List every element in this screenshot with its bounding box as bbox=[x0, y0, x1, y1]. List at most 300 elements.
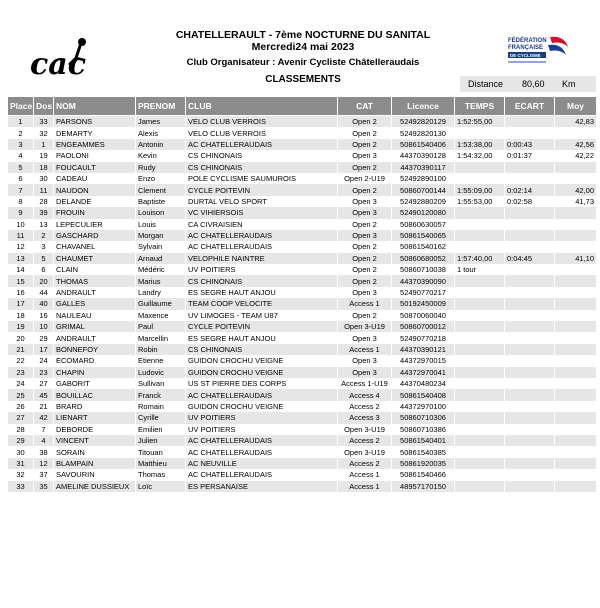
cell-club: ES SEGRE HAUT ANJOU bbox=[186, 287, 338, 298]
cell-prenom: James bbox=[136, 116, 186, 128]
cell-temps bbox=[455, 435, 505, 446]
cell-dos: 24 bbox=[34, 355, 54, 366]
cell-cat: Access 1 bbox=[338, 469, 392, 480]
cell-prenom: Maxence bbox=[136, 310, 186, 321]
cell-nom: PARSONS bbox=[54, 116, 136, 128]
event-date: Mercredi24 mai 2023 bbox=[251, 41, 355, 53]
cell-place: 16 bbox=[8, 287, 34, 298]
cell-dos: 10 bbox=[34, 321, 54, 332]
cell-place: 33 bbox=[8, 481, 34, 492]
cell-place: 17 bbox=[8, 298, 34, 309]
table-row bbox=[8, 196, 597, 207]
cell-moy bbox=[555, 344, 597, 355]
cell-nom: THOMAS bbox=[54, 275, 136, 286]
cell-dos: 18 bbox=[34, 162, 54, 173]
cell-dos: 2 bbox=[34, 230, 54, 241]
cell-moy bbox=[555, 389, 597, 400]
cell-moy bbox=[555, 230, 597, 241]
cell-temps bbox=[455, 241, 505, 252]
cell-cat: Open 2 bbox=[338, 184, 392, 195]
cell-prenom: Thomas bbox=[136, 469, 186, 480]
cell-cat: Access 2 bbox=[338, 435, 392, 446]
cell-temps bbox=[455, 344, 505, 355]
cell-cat: Open 2 bbox=[338, 219, 392, 230]
cell-ecart bbox=[505, 127, 555, 138]
cell-dos: 3 bbox=[34, 241, 54, 252]
cell-nom: CADEAU bbox=[54, 173, 136, 184]
cell-nom: PAOLONI bbox=[54, 150, 136, 161]
cell-licence: 48957170150 bbox=[392, 481, 455, 492]
cell-prenom: Robin bbox=[136, 344, 186, 355]
cell-nom: VINCENT bbox=[54, 435, 136, 446]
distance-value: 80,60 bbox=[522, 79, 545, 89]
cell-moy bbox=[555, 355, 597, 366]
cell-club: UV LIMOGES - TEAM U87 bbox=[186, 310, 338, 321]
cell-dos: 27 bbox=[34, 378, 54, 389]
table-row bbox=[8, 150, 597, 161]
cell-club: POLE CYCLISME SAUMUROIS bbox=[186, 173, 338, 184]
cell-club: CYCLE POITEVIN bbox=[186, 184, 338, 195]
cell-licence: 52492820129 bbox=[392, 116, 455, 128]
table-row bbox=[8, 264, 597, 275]
cell-prenom: Paul bbox=[136, 321, 186, 332]
cell-dos: 37 bbox=[34, 469, 54, 480]
cell-ecart bbox=[505, 162, 555, 173]
cell-temps bbox=[455, 162, 505, 173]
table-row bbox=[8, 424, 597, 435]
cell-licence: 52490120080 bbox=[392, 207, 455, 218]
cell-licence: 44370390121 bbox=[392, 344, 455, 355]
cell-moy bbox=[555, 401, 597, 412]
cell-cat: Access 1 bbox=[338, 481, 392, 492]
club-logo bbox=[26, 34, 106, 80]
cell-place: 19 bbox=[8, 321, 34, 332]
cell-temps bbox=[455, 378, 505, 389]
cell-moy bbox=[555, 469, 597, 480]
cell-moy bbox=[555, 367, 597, 378]
cell-ecart bbox=[505, 481, 555, 492]
cell-cat: Open 3-U19 bbox=[338, 321, 392, 332]
cell-licence: 50861920035 bbox=[392, 458, 455, 469]
table-row bbox=[8, 184, 597, 195]
cell-licence: 44370390090 bbox=[392, 275, 455, 286]
cell-club: VELOPHILE NAINTRE bbox=[186, 253, 338, 264]
cell-nom: CHAVANEL bbox=[54, 241, 136, 252]
results-table bbox=[7, 96, 597, 492]
cell-cat: Access 1 bbox=[338, 298, 392, 309]
cell-temps bbox=[455, 412, 505, 423]
cell-ecart bbox=[505, 424, 555, 435]
event-title: CHATELLERAULT - 7ème NOCTURNE DU SANITAL bbox=[175, 29, 431, 41]
cell-nom: SORAIN bbox=[54, 446, 136, 457]
ffc-logo bbox=[506, 33, 572, 67]
cell-prenom: Guillaume bbox=[136, 298, 186, 309]
cell-moy bbox=[555, 287, 597, 298]
table-row bbox=[8, 344, 597, 355]
cell-licence: 44372970041 bbox=[392, 367, 455, 378]
cell-nom: LIENART bbox=[54, 412, 136, 423]
table-row bbox=[8, 219, 597, 230]
cell-dos: 1 bbox=[34, 139, 54, 150]
cell-nom: FROUIN bbox=[54, 207, 136, 218]
cell-club: AC CHATELLERAUDAIS bbox=[186, 446, 338, 457]
cell-licence: 44370390117 bbox=[392, 162, 455, 173]
cell-cat: Open 3 bbox=[338, 230, 392, 241]
cell-licence: 44370390128 bbox=[392, 150, 455, 161]
cell-moy bbox=[555, 424, 597, 435]
cell-club: ES SEGRE HAUT ANJOU bbox=[186, 332, 338, 343]
col-licence: Licence bbox=[392, 97, 455, 116]
cell-ecart bbox=[505, 332, 555, 343]
section-title: CLASSEMENTS bbox=[265, 74, 341, 85]
cell-prenom: Morgan bbox=[136, 230, 186, 241]
cell-club: AC CHATELLERAUDAIS bbox=[186, 435, 338, 446]
col-nom: NOM bbox=[54, 97, 136, 116]
cell-place: 10 bbox=[8, 219, 34, 230]
cell-temps: 1:57:40,00 bbox=[455, 253, 505, 264]
cell-cat: Access 1-U19 bbox=[338, 378, 392, 389]
cell-dos: 20 bbox=[34, 275, 54, 286]
col-club: CLUB bbox=[186, 97, 338, 116]
cell-prenom: Sylvain bbox=[136, 241, 186, 252]
cell-prenom: Baptiste bbox=[136, 196, 186, 207]
cell-ecart bbox=[505, 401, 555, 412]
cell-moy: 42,83 bbox=[555, 116, 597, 128]
table-row bbox=[8, 378, 597, 389]
cell-dos: 35 bbox=[34, 481, 54, 492]
cell-cat: Open 2-U19 bbox=[338, 173, 392, 184]
cell-dos: 4 bbox=[34, 435, 54, 446]
cell-nom: GRIMAL bbox=[54, 321, 136, 332]
cell-moy bbox=[555, 241, 597, 252]
cell-club: VC VIHIERSOIS bbox=[186, 207, 338, 218]
cell-temps bbox=[455, 355, 505, 366]
cell-ecart: 0:01:37 bbox=[505, 150, 555, 161]
cell-club: AC CHATELLERAUDAIS bbox=[186, 241, 338, 252]
table-row bbox=[8, 458, 597, 469]
cell-club: UV POITIERS bbox=[186, 424, 338, 435]
organizer-text: Club Organisateur : Avenir Cycliste Châtelleraudais bbox=[186, 57, 420, 68]
cell-ecart: 0:04:45 bbox=[505, 253, 555, 264]
table-row bbox=[8, 446, 597, 457]
cell-prenom: Kevin bbox=[136, 150, 186, 161]
table-row bbox=[8, 207, 597, 218]
cell-prenom: Loïc bbox=[136, 481, 186, 492]
cell-cat: Open 2 bbox=[338, 241, 392, 252]
distance-label: Distance bbox=[468, 79, 504, 89]
cell-dos: 11 bbox=[34, 184, 54, 195]
cell-dos: 30 bbox=[34, 173, 54, 184]
cell-licence: 50870060040 bbox=[392, 310, 455, 321]
cell-club: AC CHATELLERAUDAIS bbox=[186, 469, 338, 480]
cell-dos: 7 bbox=[34, 424, 54, 435]
logo-lettering: cac bbox=[30, 47, 86, 80]
cell-licence: 52490770217 bbox=[392, 287, 455, 298]
cell-place: 23 bbox=[8, 367, 34, 378]
cell-prenom: Marcellin bbox=[136, 332, 186, 343]
cell-dos: 13 bbox=[34, 219, 54, 230]
cell-club: TEAM COOP VELOCITE bbox=[186, 298, 338, 309]
cell-club: VELO CLUB VERROIS bbox=[186, 116, 338, 128]
cell-licence: 50860710038 bbox=[392, 264, 455, 275]
table-row bbox=[8, 367, 597, 378]
cell-ecart bbox=[505, 412, 555, 423]
cell-dos: 32 bbox=[34, 127, 54, 138]
cell-temps bbox=[455, 446, 505, 457]
cell-place: 22 bbox=[8, 355, 34, 366]
ffc-line-1: FÉDÉRATION bbox=[508, 38, 547, 44]
cell-place: 3 bbox=[8, 139, 34, 150]
cell-licence: 50861540408 bbox=[392, 389, 455, 400]
cell-temps bbox=[455, 424, 505, 435]
cell-moy bbox=[555, 435, 597, 446]
cell-moy bbox=[555, 207, 597, 218]
cell-temps: 1:53:38,00 bbox=[455, 139, 505, 150]
cell-moy bbox=[555, 264, 597, 275]
table-header-row bbox=[8, 97, 597, 116]
col-temps: TEMPS bbox=[455, 97, 505, 116]
cell-temps bbox=[455, 321, 505, 332]
cell-dos: 16 bbox=[34, 310, 54, 321]
cell-prenom: Alexis bbox=[136, 127, 186, 138]
cell-licence: 50860630057 bbox=[392, 219, 455, 230]
cell-cat: Open 2 bbox=[338, 116, 392, 128]
cell-nom: AMELINE DUSSIEUX bbox=[54, 481, 136, 492]
cell-ecart bbox=[505, 264, 555, 275]
cell-prenom: Etienne bbox=[136, 355, 186, 366]
cell-dos: 45 bbox=[34, 389, 54, 400]
cell-nom: DELANDE bbox=[54, 196, 136, 207]
cell-moy bbox=[555, 127, 597, 138]
cell-club: US ST PIERRE DES CORPS bbox=[186, 378, 338, 389]
cell-nom: CHAPIN bbox=[54, 367, 136, 378]
cell-moy bbox=[555, 332, 597, 343]
cell-ecart: 0:02:14 bbox=[505, 184, 555, 195]
cell-nom: DEMARTY bbox=[54, 127, 136, 138]
table-row bbox=[8, 435, 597, 446]
cell-nom: GABORIT bbox=[54, 378, 136, 389]
cell-ecart bbox=[505, 458, 555, 469]
title-block bbox=[140, 29, 466, 86]
cell-licence: 44370480234 bbox=[392, 378, 455, 389]
cell-temps bbox=[455, 173, 505, 184]
cell-dos: 19 bbox=[34, 150, 54, 161]
cell-temps bbox=[455, 367, 505, 378]
cell-nom: GASCHARD bbox=[54, 230, 136, 241]
cell-cat: Open 3-U19 bbox=[338, 446, 392, 457]
cell-moy: 41,73 bbox=[555, 196, 597, 207]
cell-place: 18 bbox=[8, 310, 34, 321]
cell-cat: Open 3-U19 bbox=[338, 424, 392, 435]
cell-ecart bbox=[505, 310, 555, 321]
cell-nom: DEBORDE bbox=[54, 424, 136, 435]
cell-place: 4 bbox=[8, 150, 34, 161]
cell-temps: 1:55:53,00 bbox=[455, 196, 505, 207]
cell-nom: CLAIN bbox=[54, 264, 136, 275]
cell-club: CS CHINONAIS bbox=[186, 344, 338, 355]
cell-prenom: Antonin bbox=[136, 139, 186, 150]
cell-licence: 50861540162 bbox=[392, 241, 455, 252]
cell-dos: 12 bbox=[34, 458, 54, 469]
cell-prenom: Romain bbox=[136, 401, 186, 412]
cell-temps bbox=[455, 332, 505, 343]
cell-licence: 52492820130 bbox=[392, 127, 455, 138]
cell-nom: ENGEAMMES bbox=[54, 139, 136, 150]
cell-licence: 50861540466 bbox=[392, 469, 455, 480]
table-row bbox=[8, 332, 597, 343]
cell-prenom: Cyrille bbox=[136, 412, 186, 423]
cell-place: 9 bbox=[8, 207, 34, 218]
cell-prenom: Enzo bbox=[136, 173, 186, 184]
cell-prenom: Franck bbox=[136, 389, 186, 400]
cell-prenom: Ludovic bbox=[136, 367, 186, 378]
cell-dos: 28 bbox=[34, 196, 54, 207]
cell-cat: Open 2 bbox=[338, 310, 392, 321]
cell-nom: BRARD bbox=[54, 401, 136, 412]
cell-ecart bbox=[505, 344, 555, 355]
cell-nom: ANDRAULT bbox=[54, 332, 136, 343]
cell-temps bbox=[455, 275, 505, 286]
cell-ecart bbox=[505, 321, 555, 332]
cell-ecart bbox=[505, 469, 555, 480]
cell-dos: 44 bbox=[34, 287, 54, 298]
cell-dos: 23 bbox=[34, 367, 54, 378]
cell-moy bbox=[555, 458, 597, 469]
cell-cat: Access 3 bbox=[338, 412, 392, 423]
cell-club: CYCLE POITEVIN bbox=[186, 321, 338, 332]
col-prenom: PRENOM bbox=[136, 97, 186, 116]
cell-prenom: Médéric bbox=[136, 264, 186, 275]
cell-place: 7 bbox=[8, 184, 34, 195]
cell-nom: GALLES bbox=[54, 298, 136, 309]
cell-place: 11 bbox=[8, 230, 34, 241]
table-row bbox=[8, 287, 597, 298]
cell-club: VELO CLUB VERROIS bbox=[186, 127, 338, 138]
cell-club: AC CHATELLERAUDAIS bbox=[186, 139, 338, 150]
cell-club: GUIDON CROCHU VEIGNE bbox=[186, 367, 338, 378]
table-row bbox=[8, 116, 597, 128]
cell-prenom: Louis bbox=[136, 219, 186, 230]
cell-prenom: Sullivan bbox=[136, 378, 186, 389]
cell-temps bbox=[455, 298, 505, 309]
cell-club: AC NEUVILLE bbox=[186, 458, 338, 469]
cell-moy: 41,10 bbox=[555, 253, 597, 264]
cell-prenom: Titouan bbox=[136, 446, 186, 457]
cell-club: CS CHINONAIS bbox=[186, 162, 338, 173]
cell-licence: 50860710306 bbox=[392, 412, 455, 423]
cell-ecart bbox=[505, 173, 555, 184]
cell-nom: BLAMPAIN bbox=[54, 458, 136, 469]
cell-ecart bbox=[505, 446, 555, 457]
ffc-line-3: DE CYCLISME bbox=[510, 53, 541, 58]
cell-moy bbox=[555, 310, 597, 321]
cell-moy bbox=[555, 219, 597, 230]
cell-ecart bbox=[505, 298, 555, 309]
cell-dos: 39 bbox=[34, 207, 54, 218]
cell-nom: CHAUMET bbox=[54, 253, 136, 264]
cell-club: GUIDON CROCHU VEIGNE bbox=[186, 401, 338, 412]
col-cat: CAT bbox=[338, 97, 392, 116]
cell-licence: 50860710386 bbox=[392, 424, 455, 435]
ffc-line-2: FRANÇAISE bbox=[508, 45, 544, 51]
cell-temps bbox=[455, 389, 505, 400]
table-row bbox=[8, 275, 597, 286]
cell-nom: FOUCAULT bbox=[54, 162, 136, 173]
table-row bbox=[8, 139, 597, 150]
cell-place: 15 bbox=[8, 275, 34, 286]
cell-temps bbox=[455, 401, 505, 412]
cell-moy bbox=[555, 378, 597, 389]
cell-ecart bbox=[505, 275, 555, 286]
cell-moy: 42,56 bbox=[555, 139, 597, 150]
cell-temps bbox=[455, 458, 505, 469]
cell-place: 29 bbox=[8, 435, 34, 446]
cell-cat: Open 2 bbox=[338, 253, 392, 264]
cell-cat: Open 2 bbox=[338, 127, 392, 138]
cell-prenom: Landry bbox=[136, 287, 186, 298]
cell-temps bbox=[455, 230, 505, 241]
table-row bbox=[8, 469, 597, 480]
cell-nom: NAULEAU bbox=[54, 310, 136, 321]
cell-place: 30 bbox=[8, 446, 34, 457]
cell-club: UV POITIERS bbox=[186, 264, 338, 275]
cell-nom: LEPECULIER bbox=[54, 219, 136, 230]
cell-licence: 44372970015 bbox=[392, 355, 455, 366]
cell-moy bbox=[555, 275, 597, 286]
cell-place: 28 bbox=[8, 424, 34, 435]
cell-moy bbox=[555, 173, 597, 184]
table-row bbox=[8, 389, 597, 400]
cell-club: AC CHATELLERAUDAIS bbox=[186, 389, 338, 400]
cell-place: 13 bbox=[8, 253, 34, 264]
cell-temps: 1:55:09,00 bbox=[455, 184, 505, 195]
table-row bbox=[8, 230, 597, 241]
cell-club: UV POITIERS bbox=[186, 412, 338, 423]
cell-licence: 50860700012 bbox=[392, 321, 455, 332]
cell-place: 26 bbox=[8, 401, 34, 412]
cell-temps bbox=[455, 481, 505, 492]
cell-ecart bbox=[505, 435, 555, 446]
cell-moy bbox=[555, 321, 597, 332]
cell-ecart bbox=[505, 241, 555, 252]
table-row bbox=[8, 310, 597, 321]
cell-nom: ANDRAULT bbox=[54, 287, 136, 298]
cell-club: CS CHINONAIS bbox=[186, 150, 338, 161]
cell-cat: Access 2 bbox=[338, 401, 392, 412]
table-row bbox=[8, 241, 597, 252]
cell-temps bbox=[455, 127, 505, 138]
col-ecart: ECART bbox=[505, 97, 555, 116]
cell-cat: Open 3 bbox=[338, 332, 392, 343]
cell-prenom: Louison bbox=[136, 207, 186, 218]
table-row bbox=[8, 401, 597, 412]
cell-licence: 50861540401 bbox=[392, 435, 455, 446]
cell-prenom: Arnaud bbox=[136, 253, 186, 264]
cell-moy bbox=[555, 412, 597, 423]
cell-moy bbox=[555, 446, 597, 457]
cell-club: ES PERSANAISE bbox=[186, 481, 338, 492]
cell-cat: Access 1 bbox=[338, 344, 392, 355]
cell-temps bbox=[455, 469, 505, 480]
cell-prenom: Julien bbox=[136, 435, 186, 446]
cell-nom: BONNEFOY bbox=[54, 344, 136, 355]
cell-licence: 50192450009 bbox=[392, 298, 455, 309]
table-row bbox=[8, 321, 597, 332]
cell-prenom: Clement bbox=[136, 184, 186, 195]
cell-place: 27 bbox=[8, 412, 34, 423]
cell-licence: 44372970100 bbox=[392, 401, 455, 412]
cell-temps bbox=[455, 219, 505, 230]
